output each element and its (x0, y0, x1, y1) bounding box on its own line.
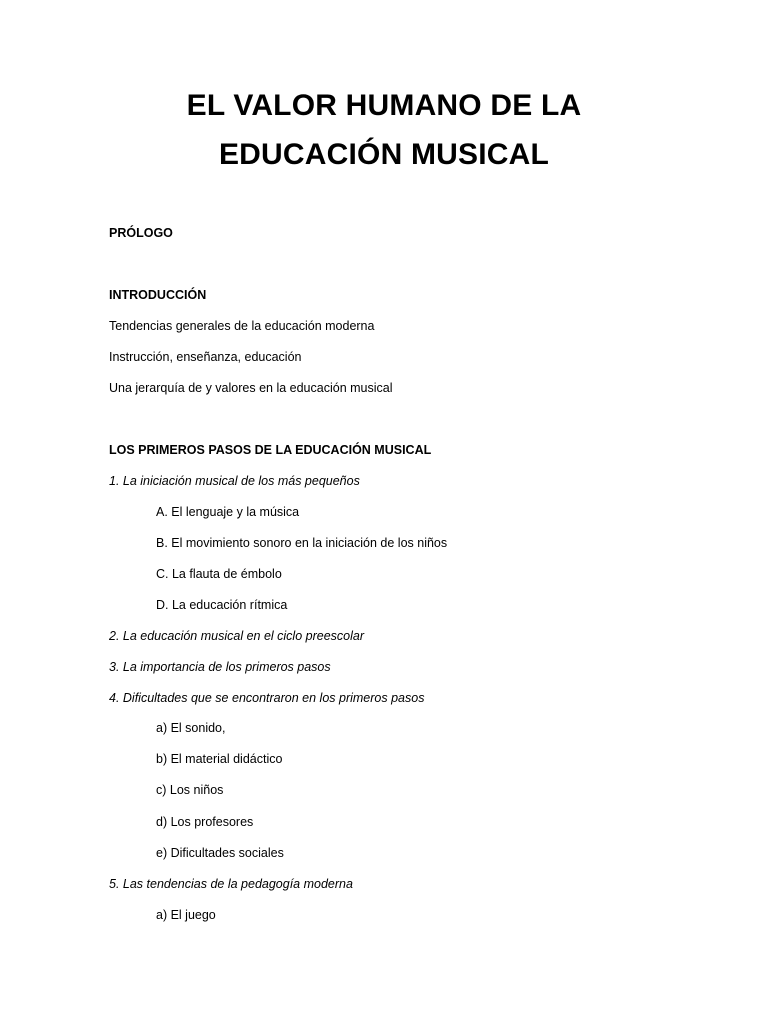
document-title-line-2: EDUCACIÓN MUSICAL (218, 138, 550, 171)
document-title-line-1: EL VALOR HUMANO DE LA (186, 89, 582, 122)
chapter-entry: 4. Dificultades que se encontraron en los primeros pasos (109, 691, 425, 705)
section-heading-introduccion: INTRODUCCIÓN (109, 288, 207, 302)
subsection-entry: a) El juego (156, 908, 216, 922)
subsection-entry: a) El sonido, (156, 721, 226, 735)
subsection-entry: A. El lenguaje y la música (156, 505, 300, 519)
toc-entry: Tendencias generales de la educación moderna (109, 319, 375, 333)
toc-entry: Una jerarquía de y valores en la educación musical (109, 381, 393, 395)
section-heading-primeros-pasos: LOS PRIMEROS PASOS DE LA EDUCACIÓN MUSICAL (109, 443, 432, 457)
chapter-entry: 3. La importancia de los primeros pasos (109, 660, 331, 674)
subsection-entry: b) El material didáctico (156, 752, 283, 766)
subsection-entry: C. La flauta de émbolo (156, 567, 282, 581)
subsection-entry: B. El movimiento sonoro en la iniciación de los niños (156, 536, 448, 550)
chapter-entry: 2. La educación musical en el ciclo preescolar (109, 629, 364, 643)
subsection-entry: d) Los profesores (156, 815, 254, 829)
chapter-entry: 5. Las tendencias de la pedagogía moderna (109, 877, 353, 891)
subsection-entry: D. La educación rítmica (156, 598, 288, 612)
chapter-entry: 1. La iniciación musical de los más pequeños (109, 474, 360, 488)
toc-entry: Instrucción, enseñanza, educación (109, 350, 302, 364)
section-heading-prologo: PRÓLOGO (109, 226, 173, 240)
subsection-entry: c) Los niños (156, 783, 224, 797)
subsection-entry: e) Dificultades sociales (156, 846, 284, 860)
